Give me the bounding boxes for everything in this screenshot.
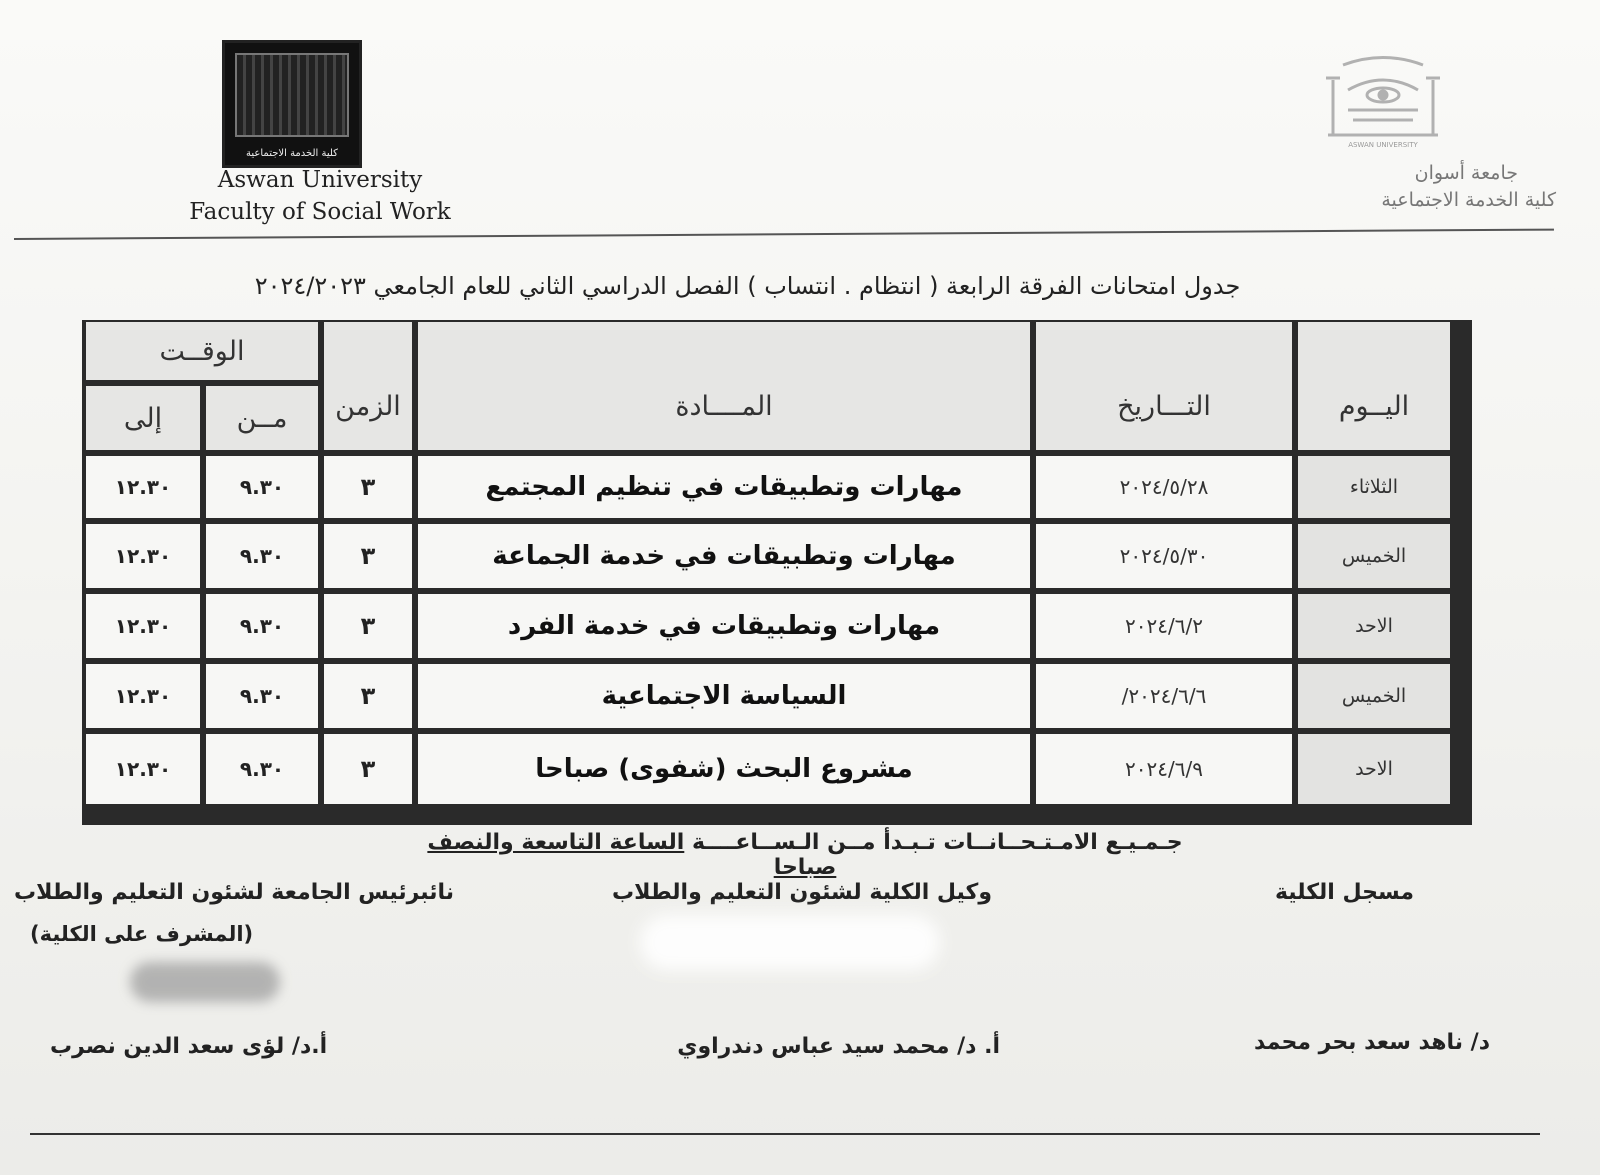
row-subject: مهارات وتطبيقات في خدمة الجماعة	[418, 524, 1030, 588]
header-from: مــن	[206, 386, 318, 450]
row-duration: ٣	[324, 734, 412, 804]
row-date: ٢٠٢٤/٥/٣٠	[1036, 524, 1292, 588]
row-duration: ٣	[324, 524, 412, 588]
row-subject: السياسة الاجتماعية	[418, 664, 1030, 728]
row-to: ١٢.٣٠	[86, 734, 200, 804]
row-subject: مهارات وتطبيقات في تنظيم المجتمع	[418, 456, 1030, 518]
row-subject: مشروع البحث (شفوى) صباحا	[418, 734, 1030, 804]
vice-dean-title: وكيل الكلية لشئون التعليم والطلاب	[612, 880, 992, 905]
footer-divider	[30, 1133, 1540, 1135]
row-duration: ٣	[324, 456, 412, 518]
row-from: ٩.٣٠	[206, 594, 318, 658]
arabic-university-name: جامعة أسوان	[1414, 162, 1518, 184]
logo-pattern	[235, 53, 349, 137]
row-from: ٩.٣٠	[206, 664, 318, 728]
row-to: ١٢.٣٠	[86, 456, 200, 518]
arabic-header	[1296, 160, 1556, 214]
vp-title: نائبرئيس الجامعة لشئون التعليم والطلاب	[14, 880, 455, 905]
header-day: اليــوم	[1298, 322, 1450, 450]
registrar-title: مسجل الكلية	[1274, 880, 1414, 905]
row-duration: ٣	[324, 664, 412, 728]
row-date: ٢٠٢٤/٦/٩	[1036, 734, 1292, 804]
exam-schedule-table	[82, 320, 1472, 825]
row-day: الثلاثاء	[1298, 456, 1450, 518]
vice-dean-name: أ. د/ محمد سيد عباس دندراوي	[677, 1034, 1000, 1059]
row-date: ٢٠٢٤/٦/٢	[1036, 594, 1292, 658]
arabic-faculty-name: كلية الخدمة الاجتماعية	[1381, 189, 1556, 211]
university-logo-caption: ASWAN UNIVERSITY	[1348, 141, 1418, 149]
document-title: جدول امتحانات الفرقة الرابعة ( انتظام . انتساب ) الفصل الدراسي الثاني للعام الجامعي ٢٠٢٤/٢٠٢٣	[254, 272, 1241, 300]
row-to: ١٢.٣٠	[86, 524, 200, 588]
header-date: التـــاريخ	[1036, 322, 1292, 450]
registrar-name: د/ ناهد سعد بحر محمد	[1254, 1030, 1490, 1055]
row-duration: ٣	[324, 594, 412, 658]
english-faculty-name: Faculty of Social Work	[189, 199, 451, 225]
faculty-logo	[222, 40, 362, 168]
university-logo-icon	[1318, 50, 1448, 150]
row-day: الاحد	[1298, 734, 1450, 804]
row-from: ٩.٣٠	[206, 524, 318, 588]
english-university-name: Aswan University	[217, 167, 423, 193]
row-subject: مهارات وتطبيقات في خدمة الفرد	[418, 594, 1030, 658]
header-subject: المــــادة	[418, 322, 1030, 450]
row-day: الاحد	[1298, 594, 1450, 658]
header-duration: الزمن	[324, 322, 412, 450]
row-date: ٢٠٢٤/٥/٢٨	[1036, 456, 1292, 518]
university-logo	[1318, 50, 1448, 150]
vp-subtitle: (المشرف على الكلية)	[30, 922, 254, 946]
row-to: ١٢.٣٠	[86, 594, 200, 658]
row-to: ١٢.٣٠	[86, 664, 200, 728]
redacted-signature	[130, 962, 280, 1002]
english-header	[150, 164, 490, 228]
logo-caption: كلية الخدمة الاجتماعية	[246, 148, 338, 159]
row-day: الخميس	[1298, 524, 1450, 588]
row-day: الخميس	[1298, 664, 1450, 728]
row-date: ٢٠٢٤/٦/٦/	[1036, 664, 1292, 728]
exam-start-note	[410, 830, 1200, 880]
header-time: الوقــت	[86, 322, 318, 380]
redacted-signature	[640, 915, 940, 970]
header-to: إلى	[86, 386, 200, 450]
row-from: ٩.٣٠	[206, 734, 318, 804]
note-prefix: جـمـيـع الامـتـحــانــات تـبـدأ مــن الـســاعــــة	[691, 830, 1183, 855]
note-underlined-time: الساعة التاسعة والنصف صباحا	[427, 830, 837, 880]
row-from: ٩.٣٠	[206, 456, 318, 518]
vp-name: أ.د/ لؤى سعد الدين نصرب	[50, 1034, 328, 1059]
